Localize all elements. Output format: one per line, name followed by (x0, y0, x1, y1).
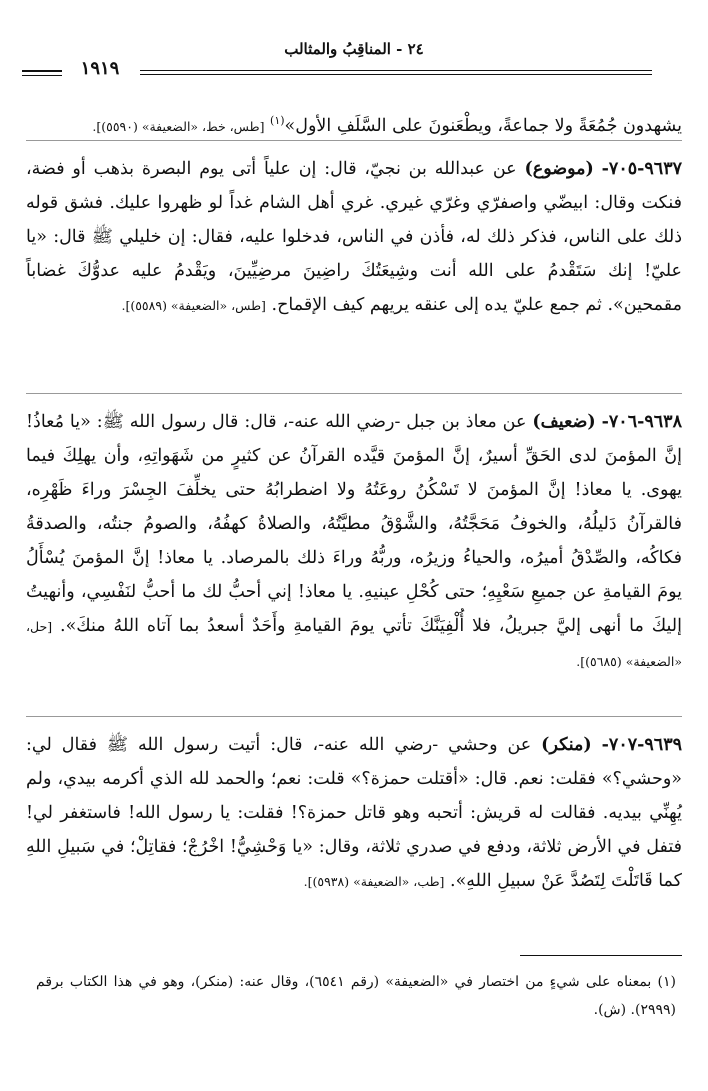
footnote-rule (520, 955, 682, 956)
hadith-number: ٩٦٣٨-٧٠٦- (601, 412, 682, 432)
hadith-text: عن عبدالله بن نجيّ، قال: إن علياً أتى يوم البصرة بذهب أو فضة، فنكت وقال: ابيضّي واصفرّي وغرّي غيري. غري أهل الشام غداً لو ظهروا عليك. فشق قوله ذلك على الناس، فذكر ذلك له، فأذن في الناس، فدخلوا عليه، فقال: إن خليلي ﷺ قال: «يا عليّ! إنك سَتَقْدمُ على الله أنت وشِيعَتُكَ راضِينَ مرضِيِّينَ، ويَقْدمُ عليه عدوُّكَ غضاباً مقمحين». ثم جمع عليّ يده إلى عنقه يريهم كيف الإقماح. (26, 159, 682, 315)
hadith-source: [طس، خط، «الضعيفة» (٥٥٩٠)]. (92, 118, 265, 134)
hadith-source: [طس، «الضعيفة» (٥٥٨٩)]. (121, 298, 266, 313)
hadith-grade: (موضوع) (524, 159, 594, 179)
entry-separator (26, 716, 682, 717)
footnote: (١) بمعناه على شيءٍ من اختصار في «الضعيفة» (رقم ٦٥٤١)، وقال عنه: (منكر)، وهو في هذا الكتاب برقم (٢٩٩٩). (ش). (36, 974, 676, 1018)
hadith-entry (26, 728, 682, 899)
hadith-grade: (ضعيف) (532, 412, 596, 432)
hadith-number: ٩٦٣٧-٧٠٥- (601, 159, 682, 179)
page-number-rule-thin (22, 75, 62, 76)
entry-separator (26, 140, 682, 141)
entry-separator (26, 393, 682, 394)
paragraph-continued (26, 104, 682, 144)
hadith-grade: (منكر) (541, 735, 592, 755)
hadith-source: [طب، «الضعيفة» (٥٩٣٨)]. (303, 874, 445, 889)
page-header (0, 0, 708, 80)
hadith-text: عن معاذ بن جبل -رضي الله عنه-، قال: قال رسول الله ﷺ: «يا مُعاذُ! إنَّ المؤمنَ لدى الحَقِّ أسيرٌ، إنَّ المؤمنَ قيَّده القرآنُ عن كثيرٍ من شَهَواتِهِ، وأن يهلِكَ فيما يهوى. يا معاذ! إنَّ المؤمنَ لا تَسْكُنُ روعَتُهُ ولا اضطرابُهُ حتى يخلِّفَ الجِسْرَ وراءَ ظَهْرِه، فالقرآنُ دَليلُهُ، والخوفُ مَحَجَّتُهُ، والشَّوْقُ مطيَّتُهُ، والصلاةُ كهفُهُ، والصومُ جنتُه، والصدقةُ فكاكُه، والصِّدْقُ أميرُه، والحياءُ وزيرُه، وربُّهُ وراءَ ذلك بالمرصاد. يا معاذ! إنَّ المؤمنَ يُسْأَلُ يومَ القيامةِ عن جميعِ سَعْيِهِ؛ حتى كُحْلِ عينيهِ. يا معاذ! إني أحبُّ لك ما أحبُّ لنَفْسِي، وأنهيتُ إليكَ ما أنهى إليَّ جبريلُ، فلا أُلْفِيَنَّكَ تأتي يومَ القيامةِ وأَحَدٌ أسعدُ بما آتاه اللهُ منكَ». (26, 412, 682, 636)
hadith-entry (26, 405, 682, 679)
hadith-text: عن وحشي -رضي الله عنه-، قال: أتيت رسول الله ﷺ فقال لي: «وحشي؟» فقلت: نعم. قال: «أقتلت حمزة؟» قلت: نعم؛ والحمد لله الذي أكرمه بيدي، ولم يُهِنِّي بيديه. فقالت له قريش: أتحبه وهو قاتل حمزة؟! فقلت: يا رسول الله! فاستغفر لي! فتفل في الأرض ثلاثة، ودفع في صدري ثلاثة، وقال: «يا وَحْشِيُّ! اخْرُجْ؛ فقاتِلْ؛ في سَبيلِ اللهِ كما قَاتَلْتَ لِتَصُدَّ عَنْ سبيلِ اللهِ». (26, 735, 682, 891)
hadith-number: ٩٦٣٩-٧٠٧- (601, 735, 682, 755)
hadith-entry (26, 152, 682, 323)
page-number-rule (22, 70, 62, 72)
header-rule (140, 70, 652, 71)
paragraph-text: يشهدون جُمُعَةً ولا جماعةً، ويطْعَنونَ على السَّلَفِ الأول» (284, 115, 682, 136)
chapter-title: ٢٤ - المناقِبُ والمثالب (284, 40, 424, 58)
header-rule-thin (140, 74, 652, 75)
page-number: ١٩١٩ (80, 58, 120, 79)
footnote-marker: (١) (270, 114, 285, 127)
hadith-source: [حل، «الضعيفة» (٥٦٨٥)]. (26, 619, 682, 669)
